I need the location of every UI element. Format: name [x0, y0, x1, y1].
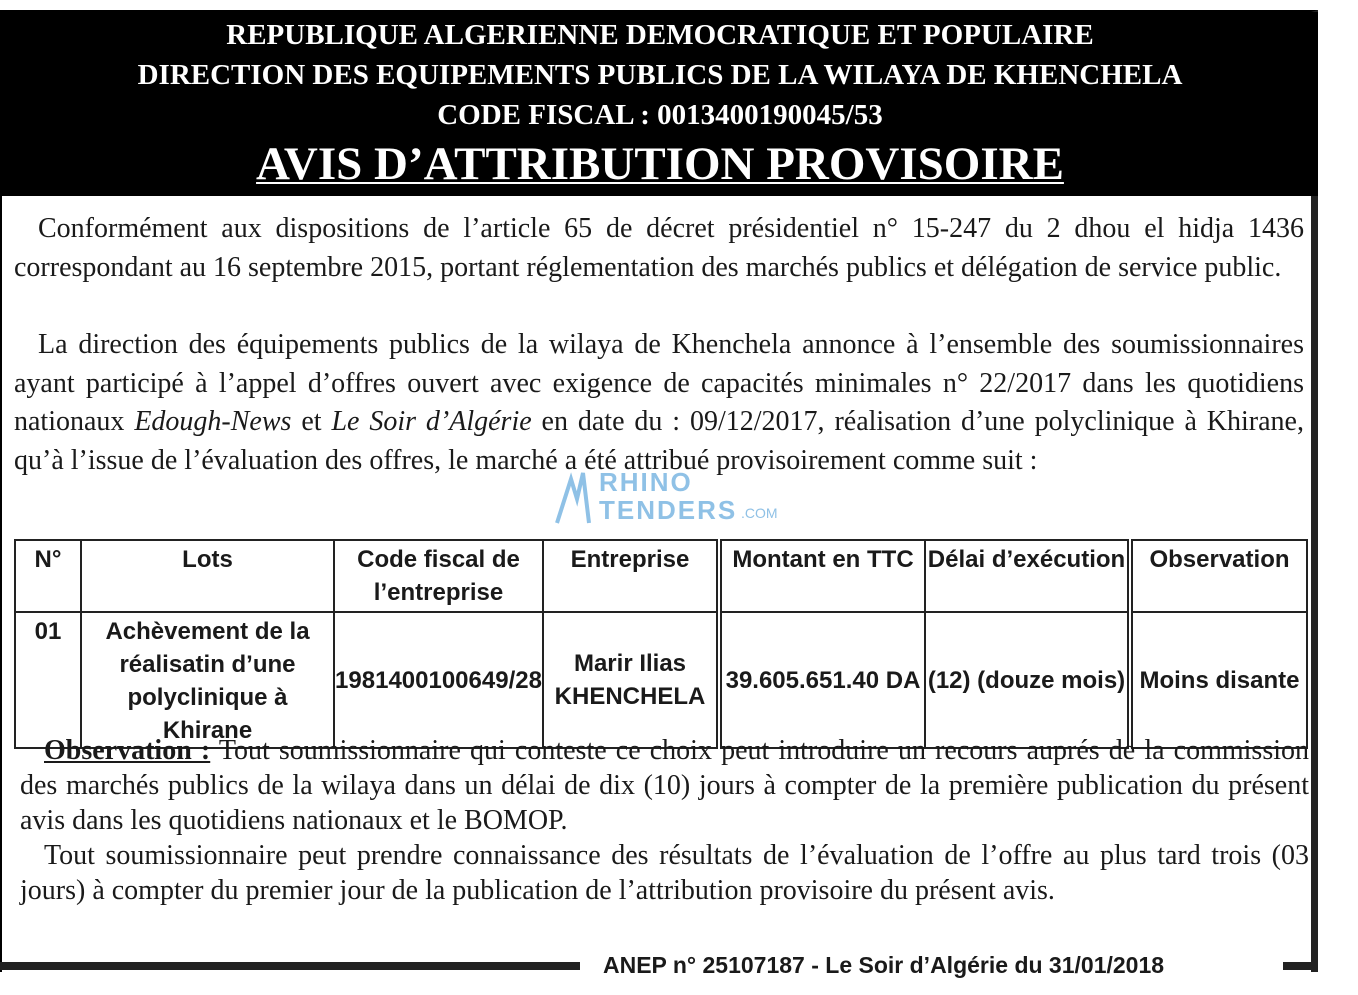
rhino-logo-icon [553, 469, 593, 525]
intro-p2-start: La direction des équipements publics de la wilaya de Khenchela annonce à l’ensemble des soumissionnaires ayant participé à l’appel d’offres ouvert avec exigence de capacités minimales n° 22/2017 dans les quotidiens nationaux [14, 329, 1304, 437]
intro-p2-end: en date du : 09/12/2017, réalisation d’une polyclinique à Khirane, qu’à l’issue de l’évaluation des offres, le marché a été attribué provisoirement comme suit : [14, 406, 1304, 476]
notice-header [2, 12, 1318, 196]
cell-num: 01 [15, 612, 81, 748]
intro-p2-and: et [291, 406, 332, 437]
cell-entreprise: Marir Ilias KHENCHELA [543, 612, 719, 748]
col-header-code: Code fiscal de l’entreprise [334, 540, 543, 612]
observation-section [20, 733, 1309, 908]
rhino-tenders-watermark [553, 467, 808, 527]
col-header-montant: Montant en TTC [719, 540, 925, 612]
header-direction: DIRECTION DES EQUIPEMENTS PUBLICS DE LA WILAYA DE KHENCHELA [137, 59, 1183, 91]
observation-text-1: Tout soumissionnaire qui conteste ce choix peut introduire un recours auprés de la commission des marchés publics de la wilaya dans un délai de dix (10) jours à compter de la première publication du présent avis dans les quotidiens nationaux et le BOMOP. [20, 735, 1309, 836]
footer-rule-left [0, 962, 580, 970]
watermark-line-2: TENDERS [599, 495, 738, 525]
footer-rule-right [1283, 962, 1318, 970]
intro-paragraph-1 [14, 210, 1304, 287]
col-header-lots: Lots [81, 540, 334, 612]
cell-code: 1981400100649/28 [334, 612, 543, 748]
col-header-delai: Délai d’exécution [925, 540, 1130, 612]
newspaper-le-soir: Le Soir d’Algérie [331, 406, 532, 437]
watermark-suffix: .COM [741, 505, 778, 521]
intro-p1-text: Conformément aux dispositions de l’article 65 de décret présidentiel n° 15-247 du 2 dhou el hidja 1436 correspondant au 16 septembre 2015, portant réglementation des marchés publics et délégation de service public. [14, 213, 1304, 283]
newspaper-edough: Edough-News [134, 406, 292, 437]
cell-observation: Moins disante [1130, 612, 1307, 748]
cell-delai: (12) (douze mois) [925, 612, 1130, 748]
col-header-observation: Observation [1130, 540, 1307, 612]
table-header-row [15, 540, 1307, 612]
results-table [14, 539, 1308, 749]
observation-text-2: Tout soumissionnaire peut prendre connaissance des résultats de l’évaluation de l’offre au plus tard trois (03 jours) à compter du premier jour de la publication de l’attribution provisoire du présent avis. [20, 840, 1309, 906]
cell-montant: 39.605.651.40 DA [719, 612, 925, 748]
header-republic: REPUBLIQUE ALGERIENNE DEMOCRATIQUE ET POPULAIRE [226, 19, 1094, 51]
cell-lots: Achèvement de la réalisatin d’une polyclinique à Khirane [81, 612, 334, 748]
header-fiscal-code: CODE FISCAL : 0013400190045/53 [437, 99, 883, 131]
watermark-line-1: RHINO [599, 467, 693, 497]
observation-label: Observation : [44, 735, 211, 766]
table-row [15, 612, 1307, 748]
anep-reference: ANEP n° 25107187 - Le Soir d’Algérie du 31/01/2018 [603, 952, 1165, 978]
intro-paragraph-2 [14, 326, 1304, 480]
notice-title: AVIS D’ATTRIBUTION PROVISOIRE [256, 138, 1064, 190]
col-header-entreprise: Entreprise [543, 540, 719, 612]
col-header-num: N° [15, 540, 81, 612]
